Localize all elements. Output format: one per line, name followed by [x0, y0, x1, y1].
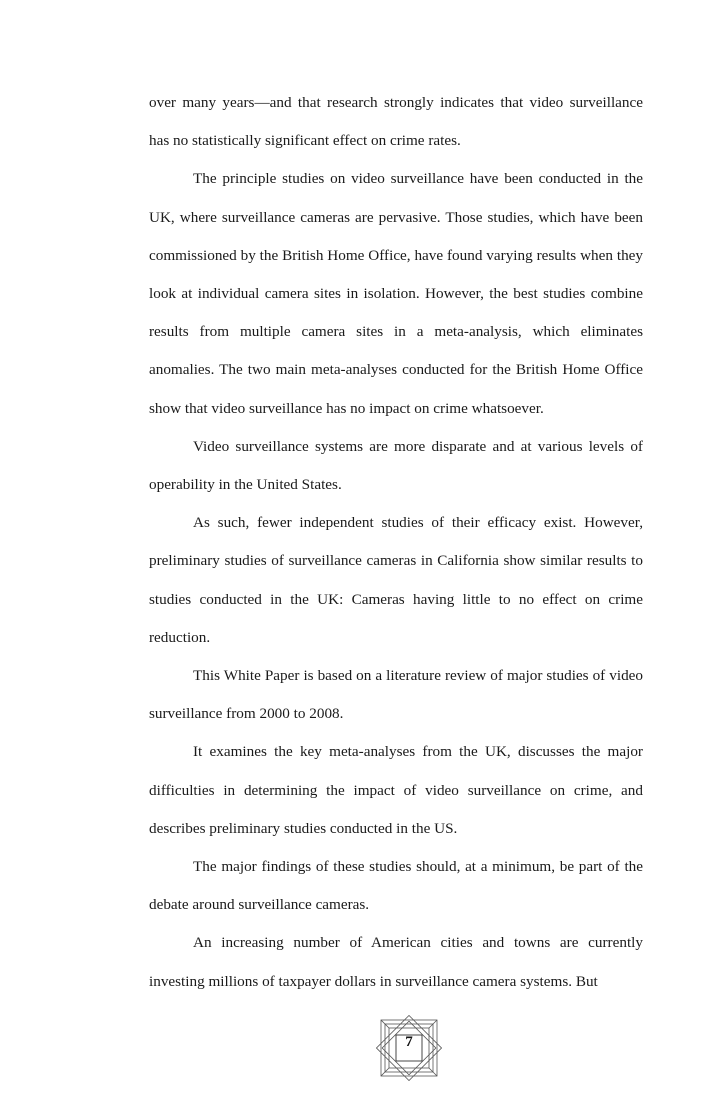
paragraph-uk-studies: The principle studies on video surveillance have been conducted in the UK, where surveillance cameras are pervasive. Those studies, which have been commissioned by the British Home Office, have found varying results when they look at individual camera sites in isolation. However, the best studies combine results from multiple camera sites in a meta-analysis, which eliminates anomalies. The two main meta-analyses conducted for the British Home Office show that video surveillance has no impact on crime whatsoever. — [149, 170, 643, 417]
paragraph-us-systems: Video surveillance systems are more disparate and at various levels of operability in the United States. — [149, 437, 643, 494]
paragraph-examines: It examines the key meta-analyses from the UK, discusses the major difficulties in determining the impact of video surveillance on crime, and describes preliminary studies conducted in the US. — [149, 743, 643, 837]
body-text — [149, 84, 643, 1001]
page-number-badge — [376, 1015, 442, 1081]
paragraph-california: As such, fewer independent studies of their efficacy exist. However, preliminary studies of surveillance cameras in California show similar results to studies conducted in the UK: Cameras having little to no effect on crime reduction. — [149, 514, 643, 646]
paragraph-investing: An increasing number of American cities and towns are currently investing millions of taxpayer dollars in surveillance camera systems. But — [149, 934, 643, 990]
paragraph-white-paper-basis: This White Paper is based on a literature review of major studies of video surveillance from 2000 to 2008. — [149, 667, 643, 723]
paragraph-findings: The major findings of these studies should, at a minimum, be part of the debate around surveillance cameras. — [149, 858, 643, 914]
page-number: 7 — [405, 1034, 413, 1050]
paragraph-continuation: over many years—and that research strongly indicates that video surveillance has no statistically significant effect on crime rates. — [149, 94, 643, 150]
